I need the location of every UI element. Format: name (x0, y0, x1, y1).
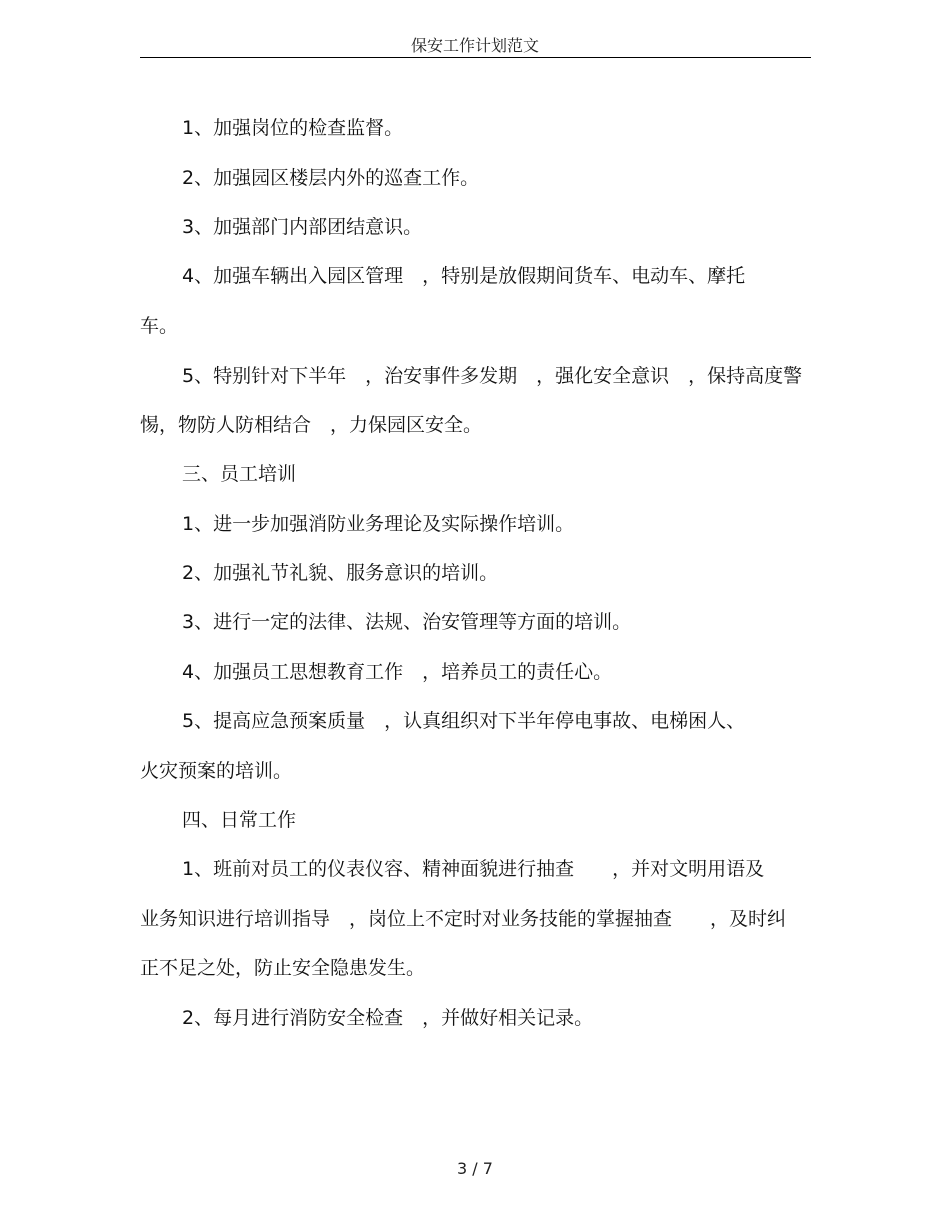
paragraph-line: 正不足之处，防止安全隐患发生。 (140, 957, 426, 979)
section-heading: 三、员工培训 (182, 463, 297, 485)
paragraph-line: 1、进一步加强消防业务理论及实际操作培训。 (182, 513, 575, 535)
paragraph-line: 车。 (140, 315, 179, 337)
paragraph-line: 4、加强员工思想教育工作 ，培养员工的责任心。 (182, 661, 613, 683)
paragraph-line: 2、每月进行消防安全检查 ，并做好相关记录。 (182, 1007, 594, 1029)
paragraph-line: 2、加强礼节礼貌、服务意识的培训。 (182, 562, 499, 584)
paragraph-line: 1、班前对员工的仪表仪容、精神面貌进行抽查 ，并对文明用语及 (182, 858, 765, 880)
paragraph-line: 业务知识进行培训指导 ，岗位上不定时对业务技能的掌握抽查 ，及时纠 (140, 908, 787, 930)
paragraph-line: 4、加强车辆出入园区管理 ，特别是放假期间货车、电动车、摩托 (182, 265, 746, 287)
page-number: 3 / 7 (457, 1159, 493, 1178)
paragraph-line: 1、加强岗位的检查监督。 (182, 117, 404, 139)
paragraph-line: 惕，物防人防相结合 ，力保园区安全。 (140, 414, 483, 436)
paragraph-line: 3、加强部门内部团结意识。 (182, 216, 423, 238)
paragraph-line: 5、特别针对下半年 ，治安事件多发期 ，强化安全意识 ，保持高度警 (182, 365, 803, 387)
paragraph-line: 火灾预案的培训。 (140, 760, 293, 782)
paragraph-line: 2、加强园区楼层内外的巡查工作。 (182, 167, 480, 189)
page-header-title: 保安工作计划范文 (410, 36, 539, 55)
paragraph-line: 5、提高应急预案质量 ，认真组织对下半年停电事故、电梯困人、 (182, 710, 746, 732)
section-heading: 四、日常工作 (182, 809, 297, 831)
paragraph-line: 3、进行一定的法律、法规、治安管理等方面的培训。 (182, 611, 632, 633)
